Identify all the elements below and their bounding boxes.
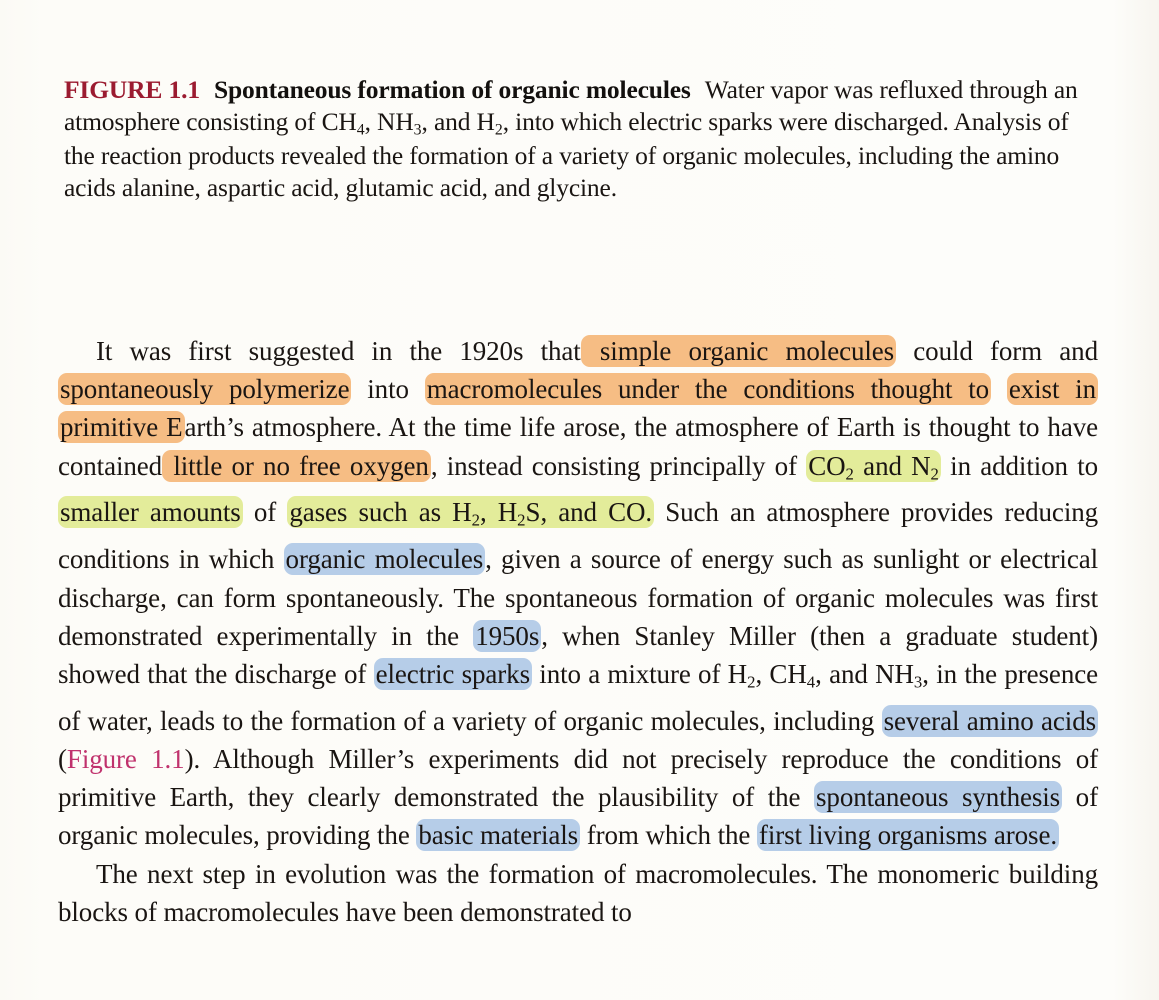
figure-label: FIGURE 1.1 <box>64 75 200 104</box>
figure-reference-link[interactable]: Figure 1.1 <box>66 744 185 775</box>
highlight-blue-5: spontaneous synthesis <box>816 782 1061 813</box>
highlight-blue-3: electric sparks <box>375 658 530 689</box>
page-bottom-clip <box>0 988 1159 1000</box>
highlight-yellow-1: $CO_2$ and $N_2$ <box>808 450 939 484</box>
highlight-yellow-2: smaller amounts <box>60 497 241 528</box>
figure-caption-text: Water vapor was refluxed through an atmosphere consisting of $CH_4$, $NH_3$, and $H_2$, into which electric sparks were discharged. Analysis of the reaction products revealed the formation of a variety of organic molecules, including the amino acids alanine, aspartic acid, glutamic acid, and glycine. <box>64 75 1078 203</box>
highlight-blue-6: basic materials <box>418 820 579 851</box>
highlight-yellow-3: gases such as $H_2$, $H_2S$, and CO. <box>289 497 653 531</box>
highlight-orange-1: simple organic molecules <box>582 336 895 366</box>
highlight-orange-4: exist in primitive E <box>60 374 1096 443</box>
highlight-orange-3: macromolecules under the conditions thought to <box>426 374 990 405</box>
highlight-blue-7: first living organisms arose. <box>758 820 1057 851</box>
figure-title: Spontaneous formation of organic molecules <box>213 75 691 104</box>
highlight-orange-5: little or no free oxygen <box>164 450 429 481</box>
figure-caption <box>64 74 1084 204</box>
paragraph-1: It was first suggested in the 1920s that simple organic molecules could form and spontaneously polymerize into macromolecules under the conditions thought to exist in primitive Earth’s atmosphere. At the time life arose, the atmosphere of Earth is thought to have contained little or no free oxygen, instead consisting principally of $CO_2$ and $N_2$ in addition to smaller amounts of gases such as $H_2$, $H_2S$, and CO. Such an atmosphere provides reducing conditions in which organic molecules, given a source of energy such as sunlight or electrical discharge, can form spontaneously. The spontaneous formation of organic molecules was first demonstrated experimentally in the 1950s, when Stanley Miller (then a graduate student) showed that the discharge of electric sparks into a mixture of $H_2$, $CH_4$, and $NH_3$, in the presence of water, leads to the formation of a variety of organic molecules, including several amino acids (Figure 1.1). Although Miller’s experiments did not precisely reproduce the conditions of primitive Earth, they clearly demonstrated the plausibility of the spontaneous synthesis of organic molecules, providing the basic materials from which the first living organisms arose. <box>58 336 1099 851</box>
highlight-orange-2: spontaneously polymerize <box>60 374 350 405</box>
highlight-blue-4: several amino acids <box>883 705 1097 736</box>
paragraph-2: The next step in evolution was the formation of macromolecules. The monomeric building blocks of macromolecules have been demonstrated to <box>58 858 1098 927</box>
highlight-blue-1: organic molecules <box>285 544 484 575</box>
body-text <box>58 332 1098 931</box>
highlight-blue-2: 1950s <box>475 620 540 651</box>
